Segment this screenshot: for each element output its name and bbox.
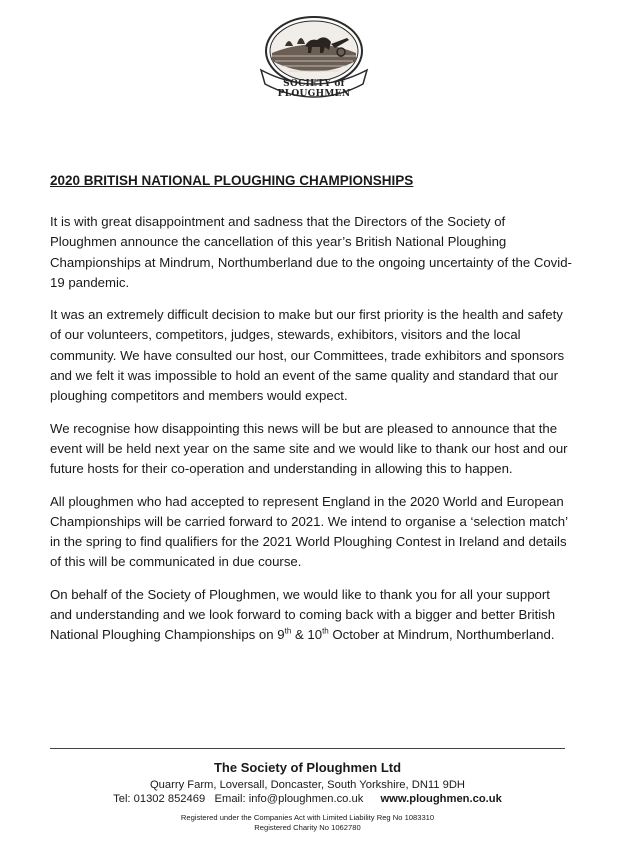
website-link[interactable]: www.ploughmen.co.uk: [380, 793, 502, 805]
footer-divider: [50, 748, 565, 749]
footer: [50, 760, 565, 833]
paragraph-text: On behalf of the Society of Ploughmen, we would like to thank you for all your support and understanding and we look forward to coming back with a bigger and better British National Ploughing Championships on 9: [50, 586, 556, 643]
paragraph: We recognise how disappointing this news will be but are pleased to announce that the event will be held next year on the same site and we would like to thank our host and our future hosts for their co-operation and understanding in allowing this to happen.: [50, 420, 568, 477]
paragraph: It was an extremely difficult decision to make but our first priority is the health and safety of our volunteers, competitors, judges, stewards, exhibitors, visitors and the local community. We have consulted our host, our Committees, trade exhibitors and sponsors and we felt it was impossible to hold an event of the same quality and standard that our ploughing competitors and members would expect.: [50, 307, 565, 404]
ordinal-suffix: th: [322, 626, 329, 636]
charity-registration: Registered Charity No 1062780: [254, 823, 361, 832]
paragraph: [50, 585, 575, 646]
paragraph: All ploughmen who had accepted to represent England in the 2020 World and European Championships will be carried forward to 2021. We intend to organise a ‘selection match’ in the spring to find qualifiers for the 2021 World Ploughing Contest in Ireland and details of this will be communicated in due course.: [50, 493, 568, 570]
paragraph-text: October at Mindrum, Northumberland.: [328, 627, 555, 643]
address: Quarry Farm, Loversall, Doncaster, South Yorkshire, DN11 9DH: [149, 779, 466, 791]
paragraph-text: & 10: [291, 627, 323, 643]
letter-body: [50, 212, 575, 658]
contact-line: [50, 793, 565, 805]
page-title: 2020 BRITISH NATIONAL PLOUGHING CHAMPIONSHIPS: [50, 173, 414, 188]
company-registration: Registered under the Companies Act with Limited Liability Reg No 1083310: [180, 813, 435, 822]
telephone: Tel: 01302 852469: [113, 793, 206, 805]
ordinal-suffix: th: [284, 626, 292, 636]
email-link[interactable]: Email: info@ploughmen.co.uk: [214, 793, 364, 805]
organization-name: The Society of Ploughmen Ltd: [213, 760, 402, 775]
society-logo: [253, 6, 375, 106]
paragraph: It is with great disappointment and sadness that the Directors of the Society of Ploughmen announce the cancellation of this year’s British National Ploughing Championships at Mindrum, Northumberland due to the ongoing uncertainty of the Covid-19 pandemic.: [50, 214, 572, 290]
logo-text: SOCIETY of PLOUGHMEN: [277, 79, 351, 99]
